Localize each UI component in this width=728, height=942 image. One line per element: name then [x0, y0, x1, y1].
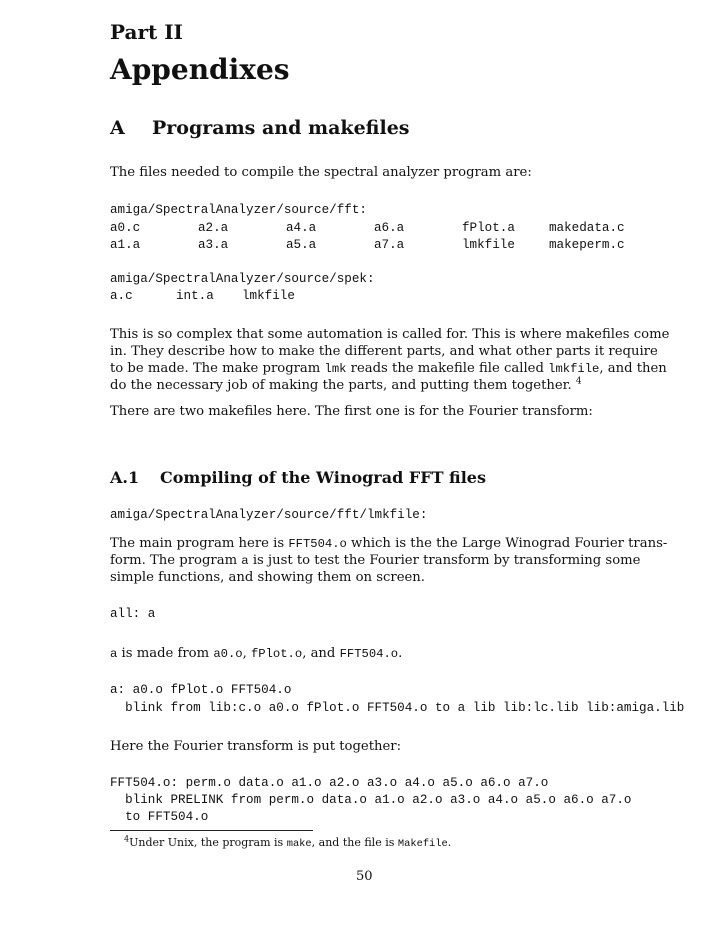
spek-directory-path: amiga/SpectralAnalyzer/source/spek:	[110, 272, 375, 286]
inline-code: make	[286, 838, 312, 850]
footnote-marker: 4	[575, 376, 582, 387]
inline-code: lmk	[324, 362, 347, 376]
paragraph-line: a is made from a0.o, fPlot.o, and FFT504.o.	[110, 646, 403, 661]
subsection-number: A.1	[110, 468, 140, 487]
inline-code: FFT504.o	[339, 647, 399, 661]
intro-paragraph: The files needed to compile the spectral analyzer program are:	[110, 165, 532, 180]
code-line: all: a	[110, 607, 156, 621]
paragraph-line: This is so complex that some automation is called for. This is where makefiles come	[110, 327, 670, 342]
file-cell: a6.a	[374, 221, 405, 235]
file-cell: makeperm.c	[549, 238, 625, 252]
inline-code: FFT504.o	[288, 537, 347, 551]
file-cell: a.c	[110, 289, 133, 303]
inline-code: lmkfile	[548, 362, 600, 376]
subsection-title: Compiling of the Winograd FFT files	[160, 468, 486, 487]
code-line: FFT504.o: perm.o data.o a1.o a2.o a3.o a4.o a5.o a6.o a7.o	[110, 776, 549, 790]
paragraph-line: Here the Fourier transform is put together:	[110, 739, 402, 754]
file-cell: a4.a	[286, 221, 317, 235]
footnote-rule	[110, 830, 313, 831]
inline-code: Makefile	[397, 838, 448, 850]
file-cell: a5.a	[286, 238, 317, 252]
file-cell: a0.c	[110, 221, 141, 235]
page-number: 50	[356, 869, 373, 884]
code-line: to FFT504.o	[110, 810, 209, 824]
paragraph-line: simple functions, and showing them on screen.	[110, 570, 425, 585]
file-cell: lmkfile	[242, 289, 295, 303]
fft-directory-path: amiga/SpectralAnalyzer/source/fft:	[110, 203, 367, 217]
appendix-title: Appendixes	[110, 53, 290, 86]
file-cell: lmkfile	[462, 238, 515, 252]
paragraph-line: to be made. The make program lmk reads the makefile file called lmkfile, and then	[110, 361, 667, 376]
file-cell: a1.a	[110, 238, 141, 252]
part-heading: Part II	[110, 20, 183, 44]
section-title: Programs and makefiles	[152, 117, 410, 139]
inline-code: a	[241, 554, 249, 568]
paragraph-line: in. They describe how to make the different parts, and what other parts it require	[110, 344, 658, 359]
file-cell: a7.a	[374, 238, 405, 252]
paragraph-line: form. The program a is just to test the Fourier transform by transforming some	[110, 553, 641, 568]
paragraph-line: There are two makefiles here. The first one is for the Fourier transform:	[110, 404, 593, 419]
footnote-number: 4	[124, 834, 130, 844]
lmkfile-path: amiga/SpectralAnalyzer/source/fft/lmkfile:	[110, 508, 428, 522]
footnote: $^4$Under Unix, the program is make, and the file is Makefile.	[124, 834, 452, 850]
file-cell: a2.a	[198, 221, 229, 235]
inline-code: fPlot.o	[250, 647, 303, 661]
inline-code: a0.o	[213, 647, 243, 661]
code-line: a: a0.o fPlot.o FFT504.o	[110, 683, 292, 697]
file-cell: makedata.c	[549, 221, 625, 235]
file-cell: fPlot.a	[462, 221, 515, 235]
file-cell: a3.a	[198, 238, 229, 252]
code-line: blink PRELINK from perm.o data.o a1.o a2.o a3.o a4.o a5.o a6.o a7.o	[110, 793, 632, 807]
inline-code: a	[110, 647, 118, 661]
section-number: A	[110, 117, 125, 139]
paragraph-line: do the necessary job of making the parts, and putting them together. $^4$	[110, 376, 582, 393]
code-line: blink from lib:c.o a0.o fPlot.o FFT504.o to a lib lib:lc.lib lib:amiga.lib	[110, 701, 685, 715]
paragraph-line: The main program here is FFT504.o which is the the Large Winograd Fourier trans-	[110, 536, 668, 551]
file-cell: int.a	[176, 289, 214, 303]
